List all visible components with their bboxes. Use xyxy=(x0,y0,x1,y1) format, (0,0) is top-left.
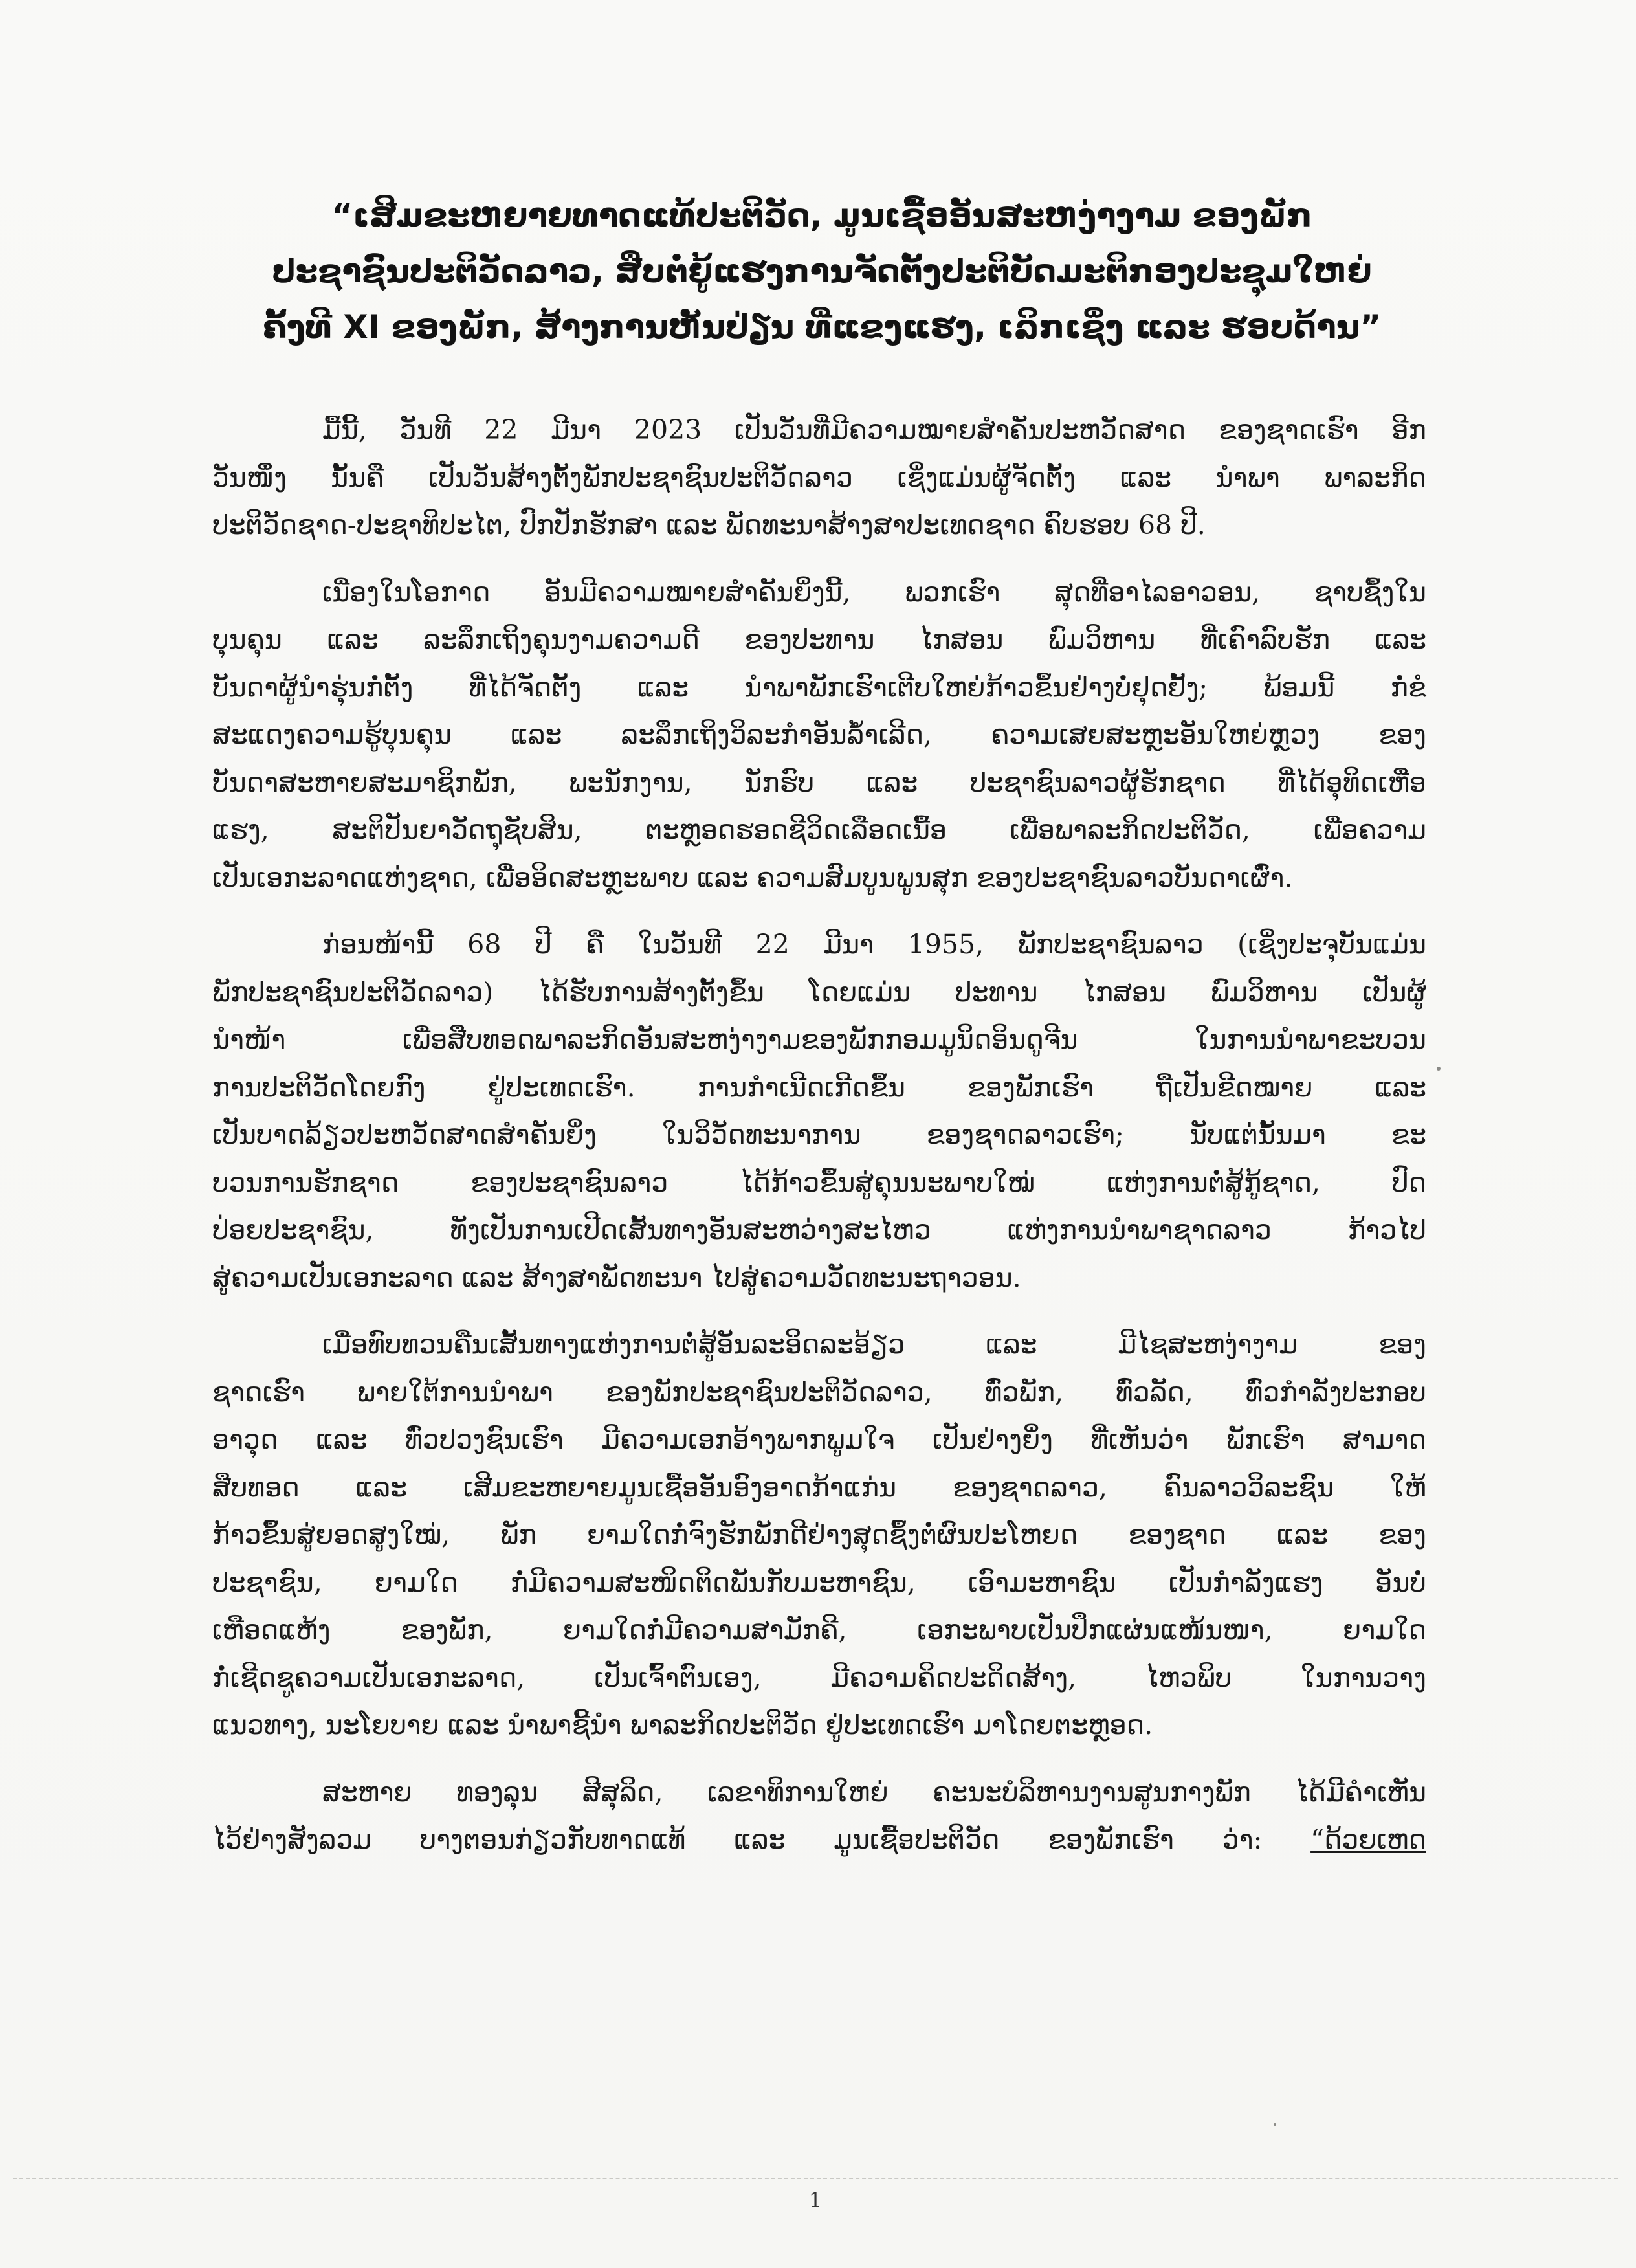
paragraph-line: ແນວທາງ, ນະໂຍບາຍ ແລະ ນໍາພາຊີ້ນໍາ ພາລະກິດປະຕິວັດ ຢູ່ປະເທດເຮົາ ມາໂດຍຕະຫຼອດ. xyxy=(212,1709,1153,1740)
title-line-3: ຄັ້ງທີ XI ຂອງພັກ, ສ້າງການຫັນປ່ຽນ ທີ່ແຂງແຮງ, ເລິກເຊິ່ງ ແລະ ຮອບດ້ານ” xyxy=(262,308,1382,346)
paragraph-line: ມື້ນີ້, ວັນທີ 22 ມີນາ 2023 ເປັນວັນທີ່ມີຄວາມໝາຍສໍາຄັນປະຫວັດສາດ ຂອງຊາດເຮົາ ອີກ xyxy=(322,414,1426,445)
quote-start-underlined: “ດ້ວຍເຫດ xyxy=(1310,1824,1426,1855)
paragraph-line: ກໍ່ເຊີດຊູຄວາມເປັນເອກະລາດ, ເປັນເຈົ້າຕົນເອງ, ມີຄວາມຄິດປະດິດສ້າງ, ໄຫວພິບ ໃນການວາງ xyxy=(212,1662,1426,1693)
paragraph-line: ເນື່ອງໃນໂອກາດ ອັນມີຄວາມໝາຍສໍາຄັນຍິ່ງນີ້, ພວກເຮົາ ສຸດທີ່ອາໄລອາວອນ, ຊາບຊຶ້ງໃນ xyxy=(322,576,1426,608)
paragraph-line: ສະແດງຄວາມຮູ້ບຸນຄຸນ ແລະ ລະລຶກເຖິງວິລະກໍາອັນລໍ້າເລີດ, ຄວາມເສຍສະຫຼະອັນໃຫຍ່ຫຼວງ ຂອງ xyxy=(212,719,1426,750)
paragraph-line: ບັນດາຜູ້ນໍາຮຸ່ນກໍ່ຕັ້ງ ທີ່ໄດ້ຈັດຕັ້ງ ແລະ ນໍາພາພັກເຮົາເຕີບໃຫຍ່ກ້າວຂຶ້ນຢ່າງບໍ່ຢຸດຢັ້ງ; ພ້ອມນີ້ ກໍ່ຂໍ xyxy=(212,671,1426,703)
paragraph-line: ແຮງ, ສະຕິປັນຍາວັດຖຸຊັບສິນ, ຕະຫຼອດຮອດຊີວິດເລືອດເນື້ອ ເພື່ອພາລະກິດປະຕິວັດ, ເພື່ອຄວາມ xyxy=(212,814,1426,845)
paragraph-line: ກ້າວຂຶ້ນສູ່ຍອດສູງໃໝ່, ພັກ ຍາມໃດກໍ່ຈົງຮັກພັກດີຢ່າງສຸດຊຶ້ງຕໍ່ຜົນປະໂຫຍດ ຂອງຊາດ ແລະ ຂອງ xyxy=(212,1519,1426,1550)
paragraph-line: ປະຕິວັດຊາດ-ປະຊາທິປະໄຕ, ປົກປັກຮັກສາ ແລະ ພັດທະນາສ້າງສາປະເທດຊາດ ຄົບຮອບ 68 ປີ. xyxy=(212,509,1206,540)
paragraph-line: ເປັນບາດລ້ຽວປະຫວັດສາດສໍາຄັນຍິ່ງ ໃນວິວັດທະນາການ ຂອງຊາດລາວເຮົາ; ນັບແຕ່ນັ້ນມາ ຂະ xyxy=(212,1119,1426,1150)
paragraph-line: ບັນດາສະຫາຍສະມາຊິກພັກ, ພະນັກງານ, ນັກຮົບ ແລະ ປະຊາຊົນລາວຜູ້ຮັກຊາດ ທີ່ໄດ້ອຸທິດເຫື່ອ xyxy=(212,766,1426,798)
paragraph-line: ສູ່ຄວາມເປັນເອກະລາດ ແລະ ສ້າງສາພັດທະນາ ໄປສູ່ຄວາມວັດທະນະຖາວອນ. xyxy=(212,1262,1021,1293)
paragraph-line: ຊາດເຮົາ ພາຍໃຕ້ການນໍາພາ ຂອງພັກປະຊາຊົນປະຕິວັດລາວ, ທົ່ວພັກ, ທົ່ວລັດ, ທົ່ວກໍາລັງປະກອບ xyxy=(212,1376,1426,1408)
document-body xyxy=(212,406,1426,1884)
paragraph-line: ເຫືອດແຫ້ງ ຂອງພັກ, ຍາມໃດກໍ່ມີຄວາມສາມັກຄີ, ເອກະພາບເປັນປຶກແຜ່ນແໜ້ນໜາ, ຍາມໃດ xyxy=(212,1614,1426,1645)
paragraph-line: ປ່ອຍປະຊາຊົນ, ທັງເປັນການເປີດເສັ້ນທາງອັນສະຫວ່າງສະໄຫວ ແຫ່ງການນໍາພາຊາດລາວ ກ້າວໄປ xyxy=(212,1214,1426,1245)
paragraph-line: ພັກປະຊາຊົນປະຕິວັດລາວ) ໄດ້ຮັບການສ້າງຕັ້ງຂຶ້ນ ໂດຍແມ່ນ ປະທານ ໄກສອນ ພົມວິຫານ ເປັນຜູ້ xyxy=(212,976,1426,1008)
paragraph-3 xyxy=(212,921,1426,1302)
scan-speck xyxy=(1437,1067,1441,1071)
paragraph-line: ອາວຸດ ແລະ ທົ່ວປວງຊົນເຮົາ ມີຄວາມເອກອ້າງພາກພູມໃຈ ເປັນຢ່າງຍິ່ງ ທີ່ເຫັນວ່າ ພັກເຮົາ ສາມາດ xyxy=(212,1424,1426,1455)
paragraph-1 xyxy=(212,406,1426,550)
page-number: 1 xyxy=(808,2188,823,2212)
paragraph-4 xyxy=(212,1321,1426,1750)
paragraph-line: ນໍາໜ້າ ເພື່ອສືບທອດພາລະກິດອັນສະຫງ່າງາມຂອງພັກກອມມູນິດອິນດູຈີນ ໃນການນໍາພາຂະບວນ xyxy=(212,1024,1426,1055)
paragraph-line: ບວນການຮັກຊາດ ຂອງປະຊາຊົນລາວ ໄດ້ກ້າວຂຶ້ນສູ່ຄຸນນະພາບໃໝ່ ແຫ່ງການຕໍ່ສູ້ກູ້ຊາດ, ປົດ xyxy=(212,1166,1426,1198)
paragraph-line-text: ໄວ້ຢ່າງສັງລວມ ບາງຕອນກ່ຽວກັບທາດແທ້ ແລະ ມູນເຊື້ອປະຕິວັດ ຂອງພັກເຮົາ ວ່າ: xyxy=(212,1824,1311,1855)
paragraph-2 xyxy=(212,569,1426,902)
paragraph-line: ກ່ອນໜ້ານີ້ 68 ປີ ຄື ໃນວັນທີ 22 ມີນາ 1955, ພັກປະຊາຊົນລາວ (ເຊິ່ງປະຈຸບັນແມ່ນ xyxy=(322,929,1426,960)
paragraph-5 xyxy=(212,1769,1426,1864)
paragraph-line xyxy=(212,1816,1426,1864)
paragraph-line: ສະຫາຍ ທອງລຸນ ສີສຸລິດ, ເລຂາທິການໃຫຍ່ ຄະນະບໍລິຫານງານສູນກາງພັກ ໄດ້ມີຄໍາເຫັນ xyxy=(322,1776,1426,1808)
paragraph-line: ສືບທອດ ແລະ ເສີມຂະຫຍາຍມູນເຊື້ອອັນອົງອາດກ້າແກ່ນ ຂອງຊາດລາວ, ຄົນລາວວິລະຊົນ ໃຫ້ xyxy=(212,1471,1426,1503)
paragraph-line: ເມື່ອທົບທວນຄືນເສັ້ນທາງແຫ່ງການຕໍ່ສູ້ອັນລະອິດລະອ້ຽວ ແລະ ມີໄຊສະຫງ່າງາມ ຂອງ xyxy=(322,1329,1426,1360)
scan-speck xyxy=(1274,2123,1276,2126)
paragraph-line: ການປະຕິວັດໂດຍກົງ ຢູ່ປະເທດເຮົາ. ການກໍາເນີດເກີດຂຶ້ນ ຂອງພັກເຮົາ ຖືເປັນຂີດໝາຍ ແລະ xyxy=(212,1071,1426,1103)
footer-divider xyxy=(13,2178,1618,2179)
title-line-2: ປະຊາຊົນປະຕິວັດລາວ, ສືບຕໍ່ຍູ້ແຮງການຈັດຕັ້ງປະຕິບັດມະຕິກອງປະຊຸມໃຫຍ່ xyxy=(272,252,1372,290)
paragraph-line: ບຸນຄຸນ ແລະ ລະລຶກເຖິງຄຸນງາມຄວາມດີ ຂອງປະທານ ໄກສອນ ພົມວິຫານ ທີ່ເຄົາລົບຮັກ ແລະ xyxy=(212,624,1426,655)
paragraph-line: ວັນໜຶ່ງ ນັ້ນຄື ເປັນວັນສ້າງຕັ້ງພັກປະຊາຊົນປະຕິວັດລາວ ເຊິ່ງແມ່ນຜູ້ຈັດຕັ້ງ ແລະ ນໍາພາ ພາລະກິດ xyxy=(212,461,1426,493)
document-title xyxy=(214,188,1430,355)
paragraph-line: ເປັນເອກະລາດແຫ່ງຊາດ, ເພື່ອອິດສະຫຼະພາບ ແລະ ຄວາມສົມບູນພູນສຸກ ຂອງປະຊາຊົນລາວບັນດາເຜົ່າ. xyxy=(212,862,1293,893)
paragraph-line: ປະຊາຊົນ, ຍາມໃດ ກໍ່ມີຄວາມສະໜິດຕິດພັນກັບມະຫາຊົນ, ເອົາມະຫາຊົນ ເປັນກໍາລັງແຮງ ອັນບໍ່ xyxy=(212,1566,1426,1598)
title-line-1: “ເສີມຂະຫຍາຍທາດແທ້ປະຕິວັດ, ມູນເຊື້ອອັນສະຫງ່າງາມ ຂອງພັກ xyxy=(331,197,1312,234)
